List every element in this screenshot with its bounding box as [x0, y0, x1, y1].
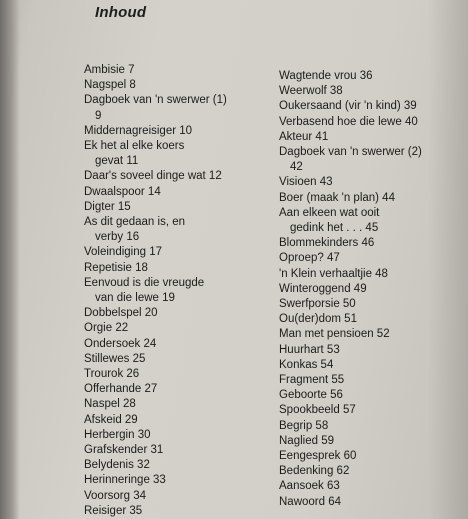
- toc-entry-continuation: van die lewe 19: [95, 292, 175, 305]
- toc-entry-text: Eenvoud is die vreugde: [84, 276, 205, 289]
- toc-entry-text: Akteur 41: [279, 130, 329, 143]
- toc-entry-text: Naspel 28: [84, 398, 136, 411]
- toc-entry-text: Dobbelspel 20: [84, 307, 158, 320]
- toc-entry: [279, 69, 449, 84]
- toc-entry-text: Ambisie 7: [84, 64, 135, 76]
- toc-entry: [279, 343, 449, 358]
- toc-entry-text: Herinneringe 33: [84, 474, 166, 487]
- toc-entry: [84, 93, 274, 123]
- toc-entry: [279, 479, 449, 494]
- toc-entry: [279, 434, 449, 449]
- toc-entry: [279, 130, 449, 145]
- toc-entry: [279, 388, 449, 403]
- toc-entry-text: Voleindiging 17: [84, 246, 163, 259]
- toc-entry-text: Bedenking 62: [279, 465, 350, 478]
- toc-entry: [279, 282, 449, 297]
- toc-entry: [279, 99, 449, 114]
- toc-entry: [279, 373, 449, 388]
- toc-entry-text: Dagboek van 'n swerwer (2): [279, 146, 422, 159]
- toc-entry: [84, 473, 274, 488]
- page-edge-shadow: [428, 0, 468, 519]
- toc-entry-text: Grafskender 31: [84, 444, 164, 457]
- toc-entry: [279, 312, 449, 327]
- toc-entry: [84, 397, 274, 412]
- book-spine-shadow: [0, 0, 20, 519]
- toc-entry: [279, 327, 449, 342]
- toc-entry-text: Winteroggend 49: [279, 282, 367, 295]
- toc-entry-text: Blommekinders 46: [279, 237, 375, 250]
- toc-entry: [84, 169, 274, 184]
- toc-entry-text: 'n Klein verhaaltjie 48: [279, 267, 388, 280]
- toc-left-column: [84, 63, 274, 519]
- toc-entry: [84, 504, 274, 519]
- toc-entry-text: Middernagreisiger 10: [84, 124, 193, 137]
- toc-entry-text: Verbasend hoe die lewe 40: [279, 115, 418, 128]
- toc-entry-continuation: verby 16: [95, 231, 140, 244]
- toc-entry-text: Repetisie 18: [84, 261, 148, 274]
- toc-entry: [279, 297, 449, 312]
- toc-entry: [84, 458, 274, 473]
- toc-entry-text: Wagtende vrou 36: [279, 70, 373, 82]
- toc-entry: [84, 245, 274, 260]
- toc-entry: [279, 84, 449, 99]
- toc-entry: [84, 352, 274, 367]
- toc-entry-text: Konkas 54: [279, 358, 334, 371]
- toc-entry-text: Stillewes 25: [84, 352, 146, 365]
- toc-entry-text: Ek het al elke koers: [84, 140, 185, 153]
- toc-entry-continuation: 9: [95, 109, 102, 122]
- toc-entry-text: Voorsorg 34: [84, 489, 147, 502]
- toc-entry-text: Fragment 55: [279, 374, 345, 387]
- toc-entry-text: Aansoek 63: [279, 480, 340, 493]
- toc-entry-text: Aan elkeen wat ooit: [279, 206, 380, 219]
- toc-entry: [84, 78, 274, 93]
- toc-entry: [84, 337, 274, 352]
- toc-entry-continuation: gevat 11: [95, 155, 139, 168]
- toc-entry: [279, 236, 449, 251]
- toc-entry-text: Daar's soveel dinge wat 12: [84, 170, 222, 183]
- toc-entry-text: Afskeid 29: [84, 413, 138, 426]
- toc-entry: [84, 215, 274, 245]
- toc-entry: [84, 443, 274, 458]
- toc-entry: [84, 321, 274, 336]
- toc-entry-text: As dit gedaan is, en: [84, 216, 186, 229]
- toc-entry: [84, 489, 274, 504]
- toc-entry: [84, 367, 274, 382]
- toc-entry: [84, 63, 274, 78]
- toc-entry: [279, 464, 449, 479]
- toc-entry: [84, 276, 274, 306]
- toc-entry-text: Dagboek van 'n swerwer (1): [84, 94, 227, 107]
- toc-entry-text: Geboorte 56: [279, 389, 343, 402]
- toc-entry: [279, 419, 449, 434]
- toc-entry-text: Oproep? 47: [279, 252, 340, 265]
- toc-entry-text: Nawoord 64: [279, 495, 342, 508]
- toc-entry: [279, 449, 449, 464]
- toc-entry: [84, 200, 274, 215]
- toc-entry: [84, 428, 274, 443]
- toc-entry-text: Oukersaand (vir 'n kind) 39: [279, 100, 417, 113]
- page-title: Inhoud: [95, 4, 147, 21]
- toc-entry-continuation: 42: [290, 161, 303, 174]
- toc-right-column: [279, 69, 449, 510]
- toc-entry-text: Huurhart 53: [279, 343, 340, 356]
- toc-entry: [84, 261, 274, 276]
- toc-entry: [84, 413, 274, 428]
- toc-entry-continuation: gedink het . . . 45: [290, 222, 379, 235]
- toc-entry-text: Nagspel 8: [84, 79, 136, 92]
- toc-entry: [84, 124, 274, 139]
- toc-entry-text: Man met pensioen 52: [279, 328, 390, 341]
- toc-entry: [279, 495, 449, 510]
- toc-entry-text: Weerwolf 38: [279, 85, 343, 98]
- toc-entry: [279, 251, 449, 266]
- toc-entry: [279, 358, 449, 373]
- toc-entry: [279, 191, 449, 206]
- toc-entry-text: Eengesprek 60: [279, 450, 357, 463]
- toc-entry-text: Herbergin 30: [84, 428, 151, 441]
- toc-entry: [279, 267, 449, 282]
- toc-entry-text: Spookbeeld 57: [279, 404, 356, 417]
- toc-entry-text: Swerfporsie 50: [279, 298, 356, 311]
- toc-entry: [84, 382, 274, 397]
- toc-entry-text: Ondersoek 24: [84, 337, 157, 350]
- toc-entry-text: Offerhande 27: [84, 383, 158, 396]
- toc-entry: [84, 139, 274, 169]
- toc-entry: [279, 403, 449, 418]
- toc-entry-text: Orgie 22: [84, 322, 129, 335]
- toc-entry-text: Boer (maak 'n plan) 44: [279, 191, 395, 204]
- toc-entry-text: Belydenis 32: [84, 459, 150, 472]
- toc-entry-text: Reisiger 35: [84, 504, 143, 517]
- toc-entry-text: Visioen 43: [279, 176, 333, 189]
- toc-entry-text: Begrip 58: [279, 419, 329, 432]
- toc-entry: [84, 306, 274, 321]
- toc-entry-text: Trourok 26: [84, 368, 140, 381]
- toc-entry: [84, 185, 274, 200]
- toc-entry: [279, 206, 449, 236]
- toc-entry-text: Digter 15: [84, 200, 131, 213]
- toc-entry: [279, 115, 449, 130]
- toc-entry-text: Naglied 59: [279, 434, 334, 447]
- toc-entry: [279, 145, 449, 175]
- toc-entry-text: Dwaalspoor 14: [84, 185, 161, 198]
- toc-entry-text: Ou(der)dom 51: [279, 313, 357, 326]
- toc-entry: [279, 175, 449, 190]
